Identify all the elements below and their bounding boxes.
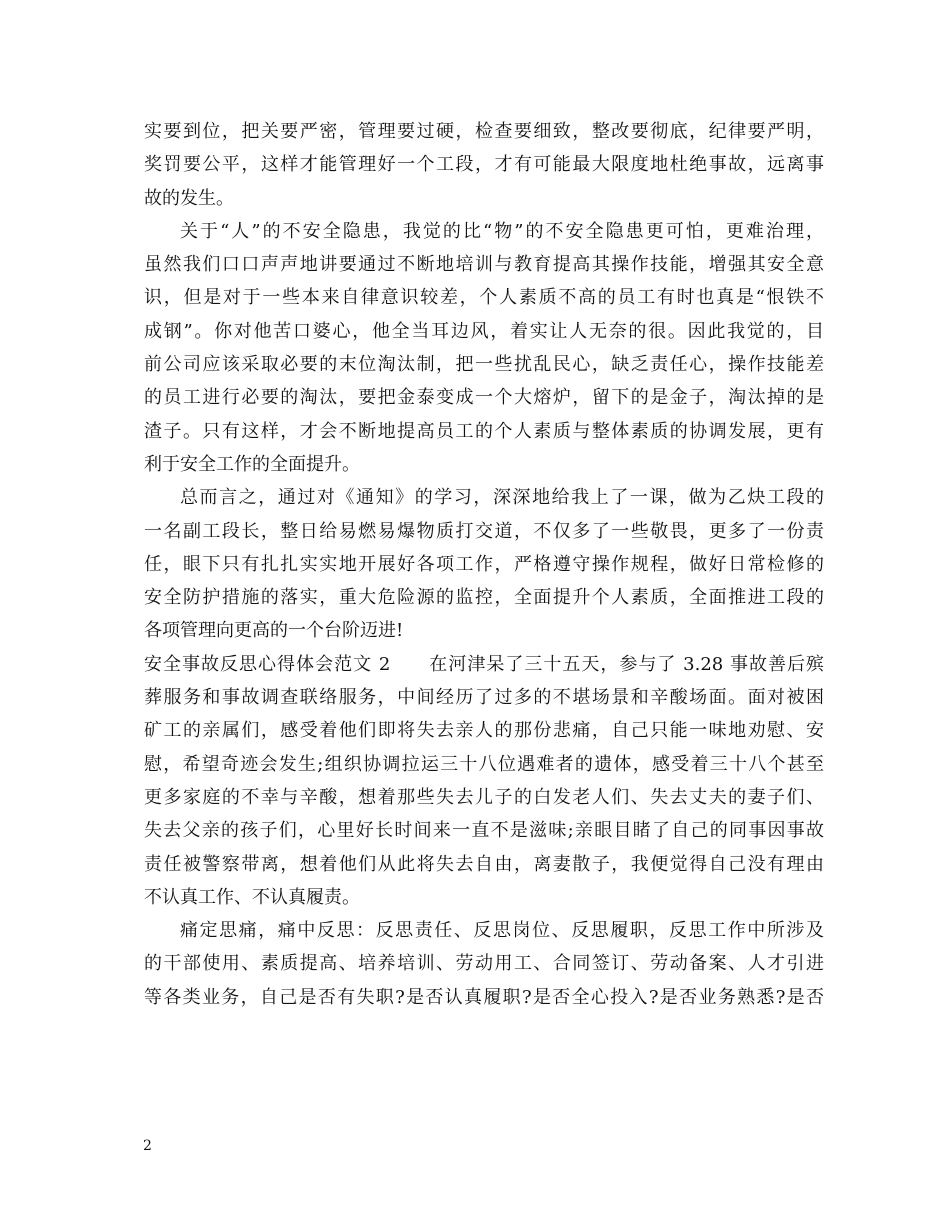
text-line: 一名副工段长，整日给易燃易爆物质打交道，不仅多了一些敬畏，更多了一份责 bbox=[144, 520, 824, 542]
text-line: 葬服务和事故调查联络服务，中间经历了过多的不堪场景和辛酸场面。面对被困 bbox=[144, 687, 824, 709]
text-line: 更多家庭的不幸与辛酸，想着那些失去儿子的白发老人们、失去丈夫的妻子们、 bbox=[144, 786, 824, 808]
text-line: 任，眼下只有扎扎实实地开展好各项工作，严格遵守操作规程，做好日常检修的 bbox=[144, 553, 824, 575]
text-line: 痛定思痛，痛中反思：反思责任、反思岗位、反思履职，反思工作中所涉及 bbox=[180, 920, 824, 942]
text-line: 识，但是对于一些本来自律意识较差，个人素质不高的员工有时也真是“恨铁不 bbox=[144, 287, 824, 309]
text-line: 成钢”。你对他苦口婆心，他全当耳边风，着实让人无奈的很。因此我觉的，目 bbox=[144, 320, 824, 342]
text-line: 安全防护措施的落实，重大危险源的监控，全面提升个人素质，全面推进工段的 bbox=[144, 587, 824, 609]
text-line: 矿工的亲属们，感受着他们即将失去亲人的那份悲痛，自己只能一味地劝慰、安 bbox=[144, 720, 824, 742]
text-line: 实要到位，把关要严密，管理要过硬，检查要细致，整改要彻底，纪律要严明， bbox=[144, 121, 824, 142]
text-line: 总而言之，通过对《通知》的学习，深深地给我上了一课，做为乙炔工段的 bbox=[180, 487, 824, 509]
text-line: 不认真工作、不认真履责。 bbox=[144, 886, 360, 908]
text-line: 前公司应该采取必要的末位淘汰制，把一些扰乱民心，缺乏责任心，操作技能差 bbox=[144, 354, 824, 376]
section-heading-line: 安全事故反思心得体会范文 2 在河津呆了三十五天，参与了 3.28 事故善后殡 bbox=[144, 653, 824, 675]
text-line: 虽然我们口口声声地讲要通过不断地培训与教育提高其操作技能，增强其安全意 bbox=[144, 254, 824, 276]
text-line: 等各类业务，自己是否有失职?是否认真履职?是否全心投入?是否业务熟悉?是否 bbox=[144, 986, 824, 1008]
text-line: 慰，希望奇迹会发生;组织协调拉运三十八位遇难者的遗体，感受着三十八个甚至 bbox=[144, 753, 824, 775]
page-number: 2 bbox=[143, 1138, 152, 1154]
text-line: 奖罚要公平，这样才能管理好一个工段，才有可能最大限度地杜绝事故，远离事 bbox=[144, 154, 824, 176]
text-line: 关于“人”的不安全隐患，我觉的比“物”的不安全隐患更可怕，更难治理， bbox=[180, 220, 824, 242]
text-line: 的员工进行必要的淘汰，要把金泰变成一个大熔炉，留下的是金子，淘汰掉的是 bbox=[144, 387, 824, 409]
text-line: 各项管理向更高的一个台阶迈进! bbox=[144, 620, 404, 642]
text-line: 失去父亲的孩子们，心里好长时间来一直不是滋味;亲眼目睹了自己的同事因事故 bbox=[144, 820, 824, 842]
text-line: 故的发生。 bbox=[144, 187, 234, 209]
text-line: 利于安全工作的全面提升。 bbox=[144, 453, 360, 475]
text-line: 的干部使用、素质提高、培养培训、劳动用工、合同签订、劳动备案、人才引进 bbox=[144, 953, 824, 975]
body-text bbox=[144, 115, 824, 1014]
text-line: 责任被警察带离，想着他们从此将失去自由，离妻散子，我便觉得自己没有理由 bbox=[144, 853, 824, 875]
text-line: 渣子。只有这样，才会不断地提高员工的个人素质与整体素质的协调发展，更有 bbox=[144, 420, 824, 442]
